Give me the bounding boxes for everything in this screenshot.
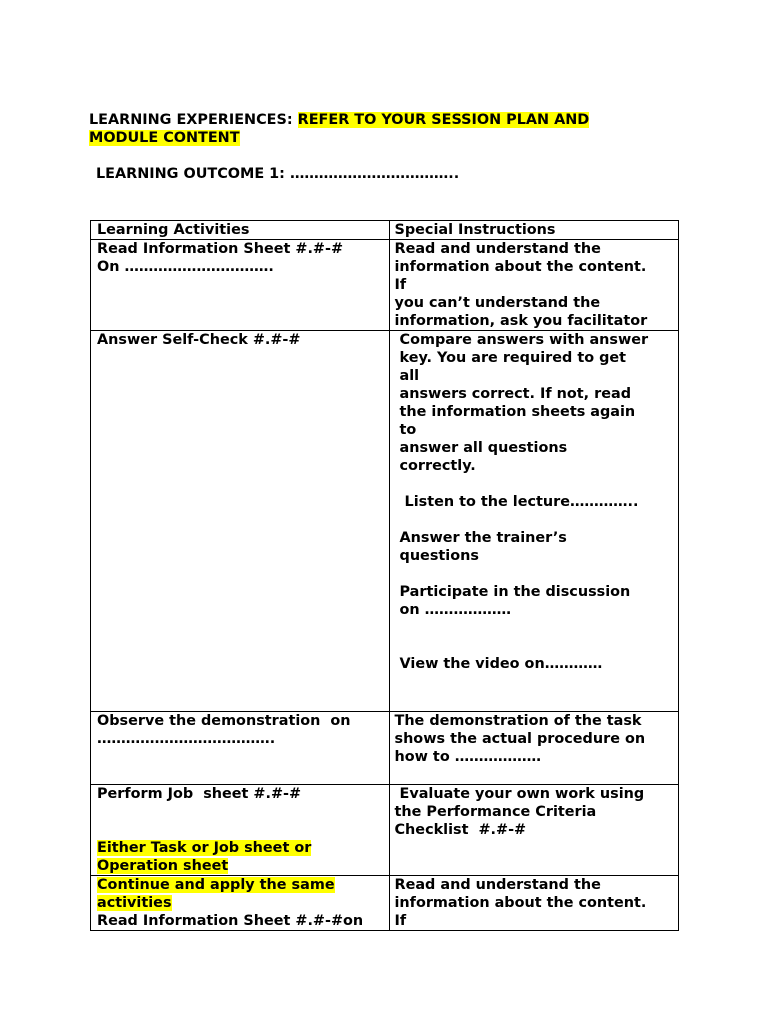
table-header-cell <box>91 221 390 240</box>
table-row <box>91 240 679 331</box>
page-heading <box>89 111 649 147</box>
instruction-text: Evaluate your own work using the Performance Criteria Checklist #.#-# <box>394 786 645 838</box>
table-cell <box>389 876 679 931</box>
instruction-text: The demonstration of the task shows the actual procedure on how to ……………… <box>394 713 646 765</box>
table-cell <box>389 331 679 712</box>
learning-outcome: LEARNING OUTCOME 1: …………………………….. <box>96 166 460 182</box>
activity-text: Observe the demonstration on ………………………………. <box>97 713 351 747</box>
activity-text: Perform Job sheet #.#-# <box>97 786 302 802</box>
table-cell <box>91 331 390 712</box>
table-cell <box>389 785 679 876</box>
header-learning-activities: Learning Activities <box>97 222 250 238</box>
table-cell <box>389 240 679 331</box>
activity-text: Read Information Sheet #.#-#on <box>97 913 364 929</box>
instruction-text: Compare answers with answer key. You are required to get all answers correct. If not, read the information sheets again to answer all questions correctly. Listen to the lecture………….. Answer the trainer’s questions Participate in the discussion on ……………… View the video on………… <box>399 332 649 672</box>
heading-highlight: REFER TO YOUR SESSION PLAN AND MODULE CONTENT <box>89 112 590 146</box>
table-cell <box>91 785 390 876</box>
activity-text: Answer Self-Check #.#-# <box>97 332 301 348</box>
table-cell <box>389 712 679 785</box>
activity-note <box>91 876 389 912</box>
table-cell <box>91 876 390 931</box>
activity-text: Read Information Sheet #.#-# On …………………………. <box>97 241 343 275</box>
table-cell <box>91 712 390 785</box>
table-row <box>91 712 679 785</box>
table-cell <box>91 240 390 331</box>
activity-highlight: Continue and apply the same activities <box>97 877 335 911</box>
table-row <box>91 785 679 876</box>
table-header-row <box>91 221 679 240</box>
table-header-cell <box>389 221 679 240</box>
heading-label: LEARNING EXPERIENCES: <box>89 112 298 128</box>
instruction-text: Read and understand the information about the content. If <box>394 877 647 929</box>
learning-activities-table <box>90 220 679 931</box>
activity-highlight: Either Task or Job sheet or Operation sheet <box>97 840 312 874</box>
instruction-text: Read and understand the information about the content. If you can’t understand the information, ask you facilitator <box>394 241 648 329</box>
header-special-instructions: Special Instructions <box>394 222 556 238</box>
table-row <box>91 876 679 931</box>
activity-note <box>91 839 389 875</box>
table-row <box>91 331 679 712</box>
